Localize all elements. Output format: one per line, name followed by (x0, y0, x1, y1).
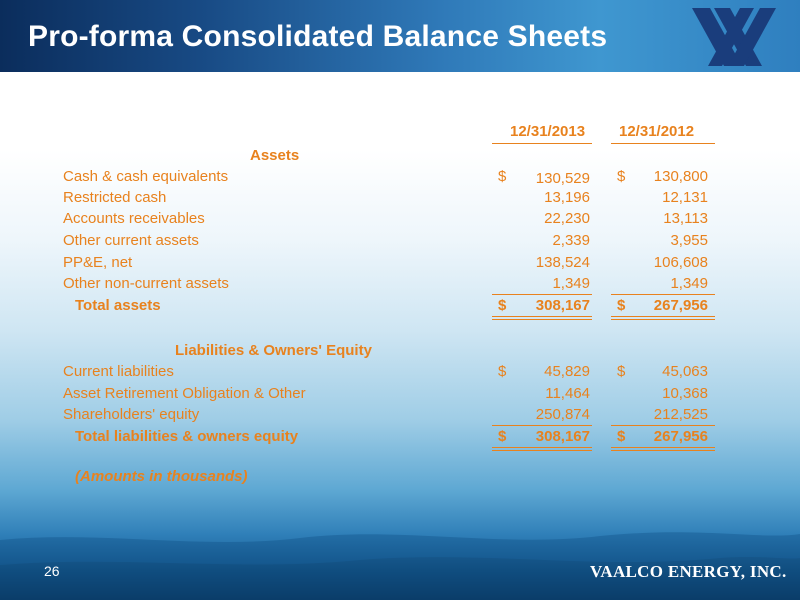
row-label: Other non-current assets (63, 275, 229, 292)
column-header-2012: 12/31/2012 (619, 123, 695, 140)
total-double-rule (492, 447, 592, 451)
value-2012: 12,131 (662, 189, 708, 206)
value-2013: 138,524 (535, 254, 590, 271)
dollar-sign: $ (617, 168, 626, 185)
page-number: 26 (44, 563, 60, 579)
row-label: Restricted cash (63, 189, 167, 206)
value-2013: 45,829 (544, 363, 590, 380)
subtotal-rule (611, 294, 715, 295)
subtotal-rule (492, 294, 592, 295)
subtotal-rule (611, 425, 715, 426)
total-liabilities-2013: 308,167 (535, 428, 590, 445)
dollar-sign: $ (617, 428, 626, 445)
header-underline (611, 143, 715, 144)
value-2013: 130,529 (535, 170, 590, 187)
company-name: VAALCO ENERGY, INC. (590, 562, 787, 581)
row-label: PP&E, net (63, 254, 133, 271)
value-2013: 1,349 (552, 275, 590, 292)
dollar-sign: $ (498, 428, 507, 445)
total-assets-2012: 267,956 (653, 297, 708, 314)
value-2013: 11,464 (545, 385, 590, 402)
row-label: Asset Retirement Obligation & Other (63, 385, 306, 402)
value-2013: 13,196 (544, 189, 590, 206)
row-label: Current liabilities (63, 363, 174, 380)
row-label: Other current assets (63, 232, 199, 249)
total-liabilities-2012: 267,956 (653, 428, 708, 445)
value-2012: 1,349 (670, 275, 708, 292)
ocean-wave-decoration (0, 500, 800, 600)
total-double-rule (611, 316, 715, 320)
row-label: Shareholders' equity (63, 406, 200, 423)
total-liabilities-label: Total liabilities & owners equity (75, 428, 299, 445)
dollar-sign: $ (498, 168, 507, 185)
dollar-sign: $ (498, 363, 507, 380)
value-2012: 13,113 (663, 210, 708, 227)
section-header-assets: Assets (250, 147, 300, 164)
header-underline (492, 143, 592, 144)
value-2012: 130,800 (653, 168, 708, 185)
dollar-sign: $ (617, 363, 626, 380)
total-double-rule (492, 316, 592, 320)
total-assets-label: Total assets (75, 297, 161, 314)
value-2012: 212,525 (653, 406, 708, 423)
value-2013: 250,874 (535, 406, 590, 423)
subtotal-rule (492, 425, 592, 426)
section-header-liabilities: Liabilities & Owners' Equity (175, 342, 372, 359)
total-assets-2013: 308,167 (535, 297, 590, 314)
row-label: Accounts receivables (63, 210, 205, 227)
value-2012: 3,955 (670, 232, 708, 249)
slide-title: Pro-forma Consolidated Balance Sheets (28, 20, 608, 53)
value-2013: 2,339 (552, 232, 590, 249)
dollar-sign: $ (617, 297, 626, 314)
value-2013: 22,230 (544, 210, 590, 227)
row-label: Cash & cash equivalents (63, 168, 229, 185)
total-double-rule (611, 447, 715, 451)
dollar-sign: $ (498, 297, 507, 314)
value-2012: 106,608 (653, 254, 708, 271)
column-header-2013: 12/31/2013 (510, 123, 586, 140)
value-2012: 10,368 (662, 385, 708, 402)
amounts-note: (Amounts in thousands) (75, 468, 248, 485)
value-2012: 45,063 (662, 363, 708, 380)
